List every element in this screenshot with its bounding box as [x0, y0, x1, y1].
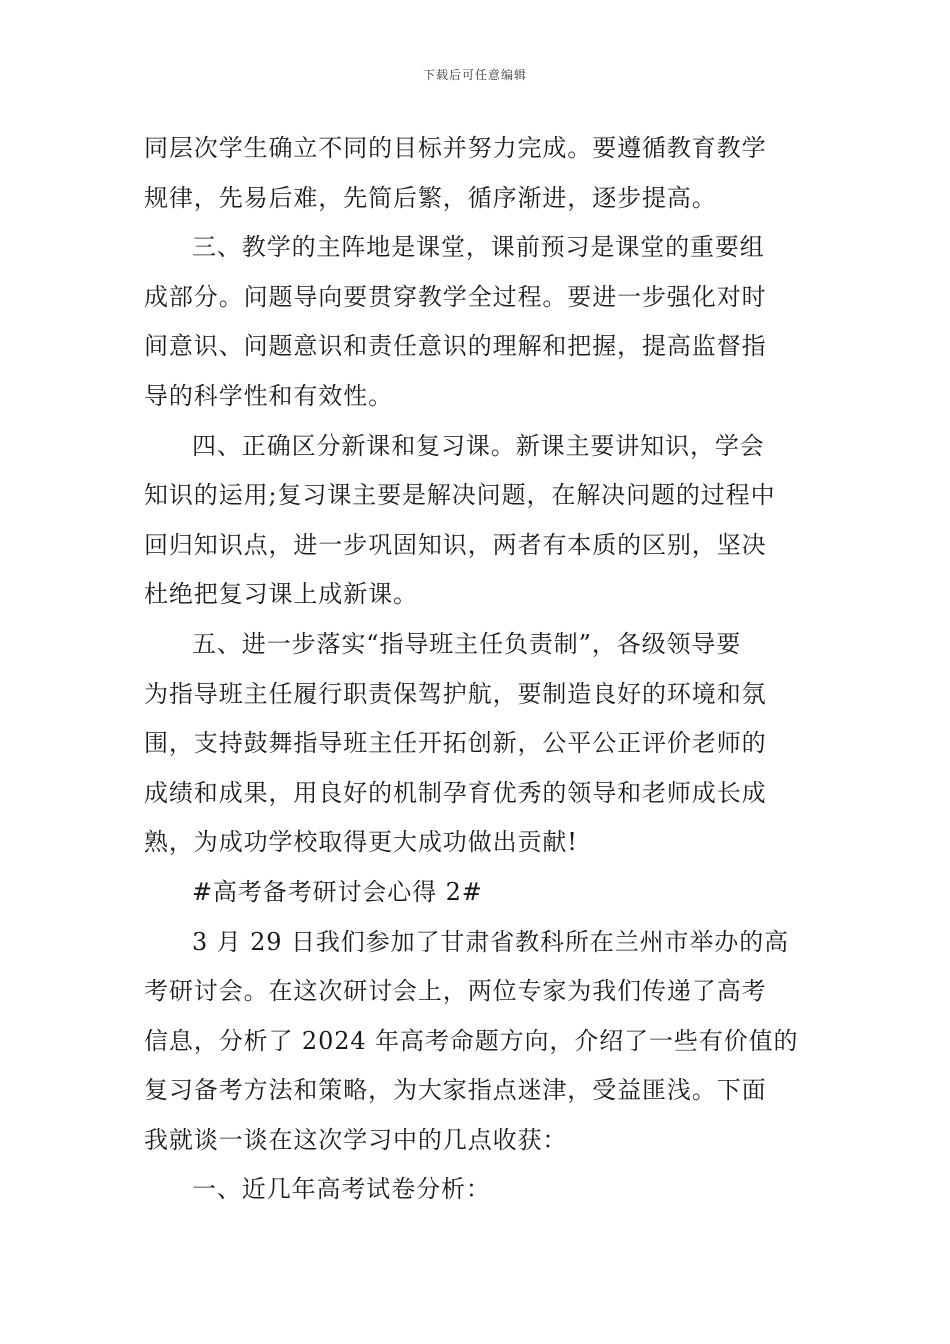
text-line: 成部分。问题导向要贯穿教学全过程。要进一步强化对时	[144, 282, 767, 311]
section-heading: #高考备考研讨会心得 2#	[192, 877, 483, 906]
text-line: 复习备考方法和策略，为大家指点迷津，受益匪浅。下面	[144, 1076, 767, 1105]
text-line: 同层次学生确立不同的目标并努力完成。要遵循教育教学	[144, 134, 767, 162]
text-line: 回归知识点，进一步巩固知识，两者有本质的区别，坚决	[144, 530, 767, 559]
text-line: 知识的运用;复习课主要是解决问题，在解决问题的过程中	[144, 481, 776, 510]
text-line: 间意识、问题意识和责任意识的理解和把握，提高监督指	[144, 332, 767, 361]
text-line: 考研讨会。在这次研讨会上，两位专家为我们传递了高考	[144, 977, 767, 1006]
body-text	[144, 124, 808, 1215]
paragraph-start-line: 三、教学的主阵地是课堂，课前预习是课堂的重要组	[192, 233, 765, 262]
paragraph-start-line: 一、近几年高考试卷分析：	[192, 1175, 491, 1204]
text-line: 导的科学性和有效性。	[144, 381, 393, 410]
header-note: 下载后可任意编辑	[422, 68, 527, 82]
text-line: 信息，分析了 2024 年高考命题方向，介绍了一些有价值的	[144, 1026, 799, 1055]
text-line: 我就谈一谈在这次学习中的几点收获：	[144, 1125, 568, 1154]
paragraph-start-line: 五、进一步落实“指导班主任负责制”，各级领导要	[192, 629, 742, 658]
text-line: 规律，先易后难，先简后繁，循序渐进，逐步提高。	[144, 183, 717, 212]
text-line: 围，支持鼓舞指导班主任开拓创新，公平公正评价老师的	[144, 729, 767, 758]
text-line: 熟，为成功学校取得更大成功做出贡献!	[144, 828, 578, 857]
text-line: 成绩和成果，用良好的机制孕育优秀的领导和老师成长成	[144, 778, 767, 807]
paragraph-start-line: 3 月 29 日我们参加了甘肃省教科所在兰州市举办的高	[192, 927, 789, 956]
text-line: 为指导班主任履行职责保驾护航，要制造良好的环境和氛	[144, 679, 767, 708]
text-line: 杜绝把复习课上成新课。	[144, 580, 418, 609]
paragraph-start-line: 四、正确区分新课和复习课。新课主要讲知识，学会	[192, 431, 765, 460]
